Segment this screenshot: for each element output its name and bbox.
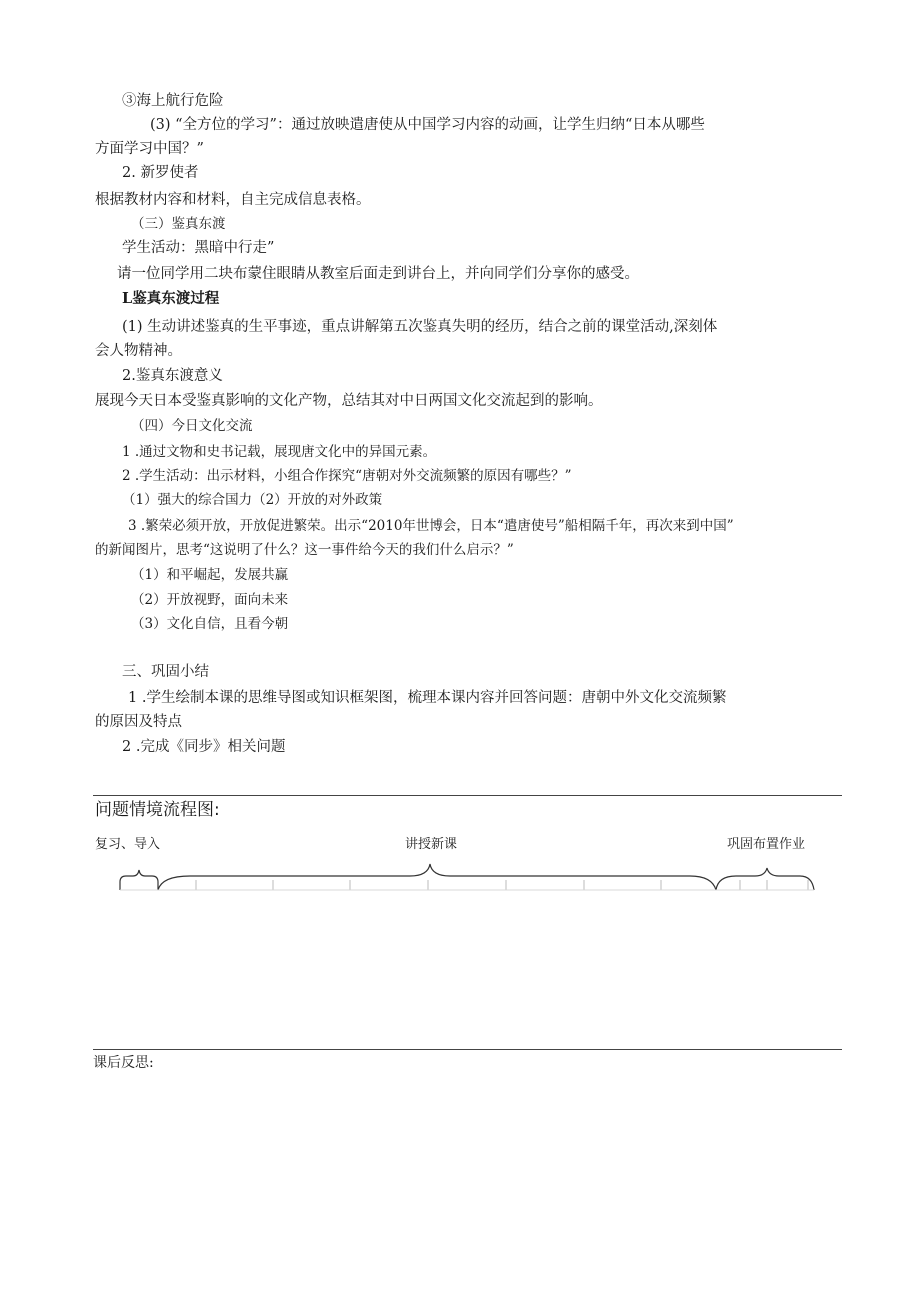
text-line: 2. 新罗使者 — [122, 165, 199, 181]
text-line: 1 .通过文物和史书记载，展现唐文化中的异国元素。 — [122, 444, 437, 460]
text-line: L鉴真东渡过程 — [122, 290, 220, 307]
text-line: 请一位同学用二块布蒙住眼睛从教室后面走到讲台上，并向同学们分享你的感受。 — [117, 266, 639, 282]
section-heading: （四）今日文化交流 — [131, 418, 253, 434]
text-line: ③海上航行危险 — [122, 93, 224, 109]
text-line: 3 .繁荣必须开放，开放促进繁荣。出示“2010年世博会，日本“遣唐使号”船相隔千年，再次来到中国” — [128, 518, 734, 534]
section-divider — [93, 1049, 842, 1050]
text-line: （2）开放视野，面向未来 — [131, 592, 289, 608]
text-line: 方面学习中国？” — [95, 141, 204, 157]
text-line: 1 .学生绘制本课的思维导图或知识框架图，梳理本课内容并回答问题：唐朝中外文化交流频繁 — [128, 690, 727, 706]
flow-brace-review — [120, 870, 158, 890]
text-line: 的原因及特点 — [95, 714, 182, 730]
text-line: 根据教材内容和材料，自主完成信息表格。 — [95, 192, 371, 208]
section-heading: （三）鉴真东渡 — [131, 216, 226, 232]
flow-brace-new-lesson — [158, 864, 716, 890]
text-line: （3）文化自信，且看今朝 — [131, 616, 289, 632]
text-line: 学生活动：黑暗中行走” — [122, 240, 275, 256]
flow-timeline — [110, 858, 822, 894]
section-divider — [93, 795, 842, 796]
flow-stage-homework: 巩固布置作业 — [727, 837, 806, 852]
section-heading: 三、巩固小结 — [122, 664, 209, 680]
flow-stage-review: 复习、导入 — [95, 837, 161, 852]
text-line: 展现今天日本受鉴真影响的文化产物，总结其对中日两国文化交流起到的影响。 — [95, 393, 603, 409]
text-line: （1）和平崛起，发展共赢 — [131, 567, 289, 583]
text-line: 2.鉴真东渡意义 — [122, 368, 223, 384]
reflection-title: 课后反思: — [93, 1055, 154, 1071]
text-line: 2 .完成《同步》相关问题 — [122, 739, 286, 755]
flow-brace-homework — [716, 868, 814, 890]
text-line: 2 .学生活动：出示材料，小组合作探究“唐朝对外交流频繁的原因有哪些？” — [122, 468, 572, 484]
text-line: (1) 生动讲述鉴真的生平事迹，重点讲解第五次鉴真失明的经历，结合之前的课堂活动,深刻体 — [122, 319, 718, 335]
flow-chart-title: 问题情境流程图: — [95, 800, 220, 820]
flow-stage-new-lesson: 讲授新课 — [405, 837, 458, 852]
text-line: （1）强大的综合国力（2）开放的对外政策 — [122, 492, 383, 508]
text-line: (3) “全方位的学习”：通过放映遣唐使从中国学习内容的动画，让学生归纳“日本从哪些 — [150, 117, 705, 133]
text-line: 会人物精神。 — [95, 343, 182, 359]
text-line: 的新闻图片，思考“这说明了什么？这一事件给今天的我们什么启示？” — [95, 542, 514, 558]
